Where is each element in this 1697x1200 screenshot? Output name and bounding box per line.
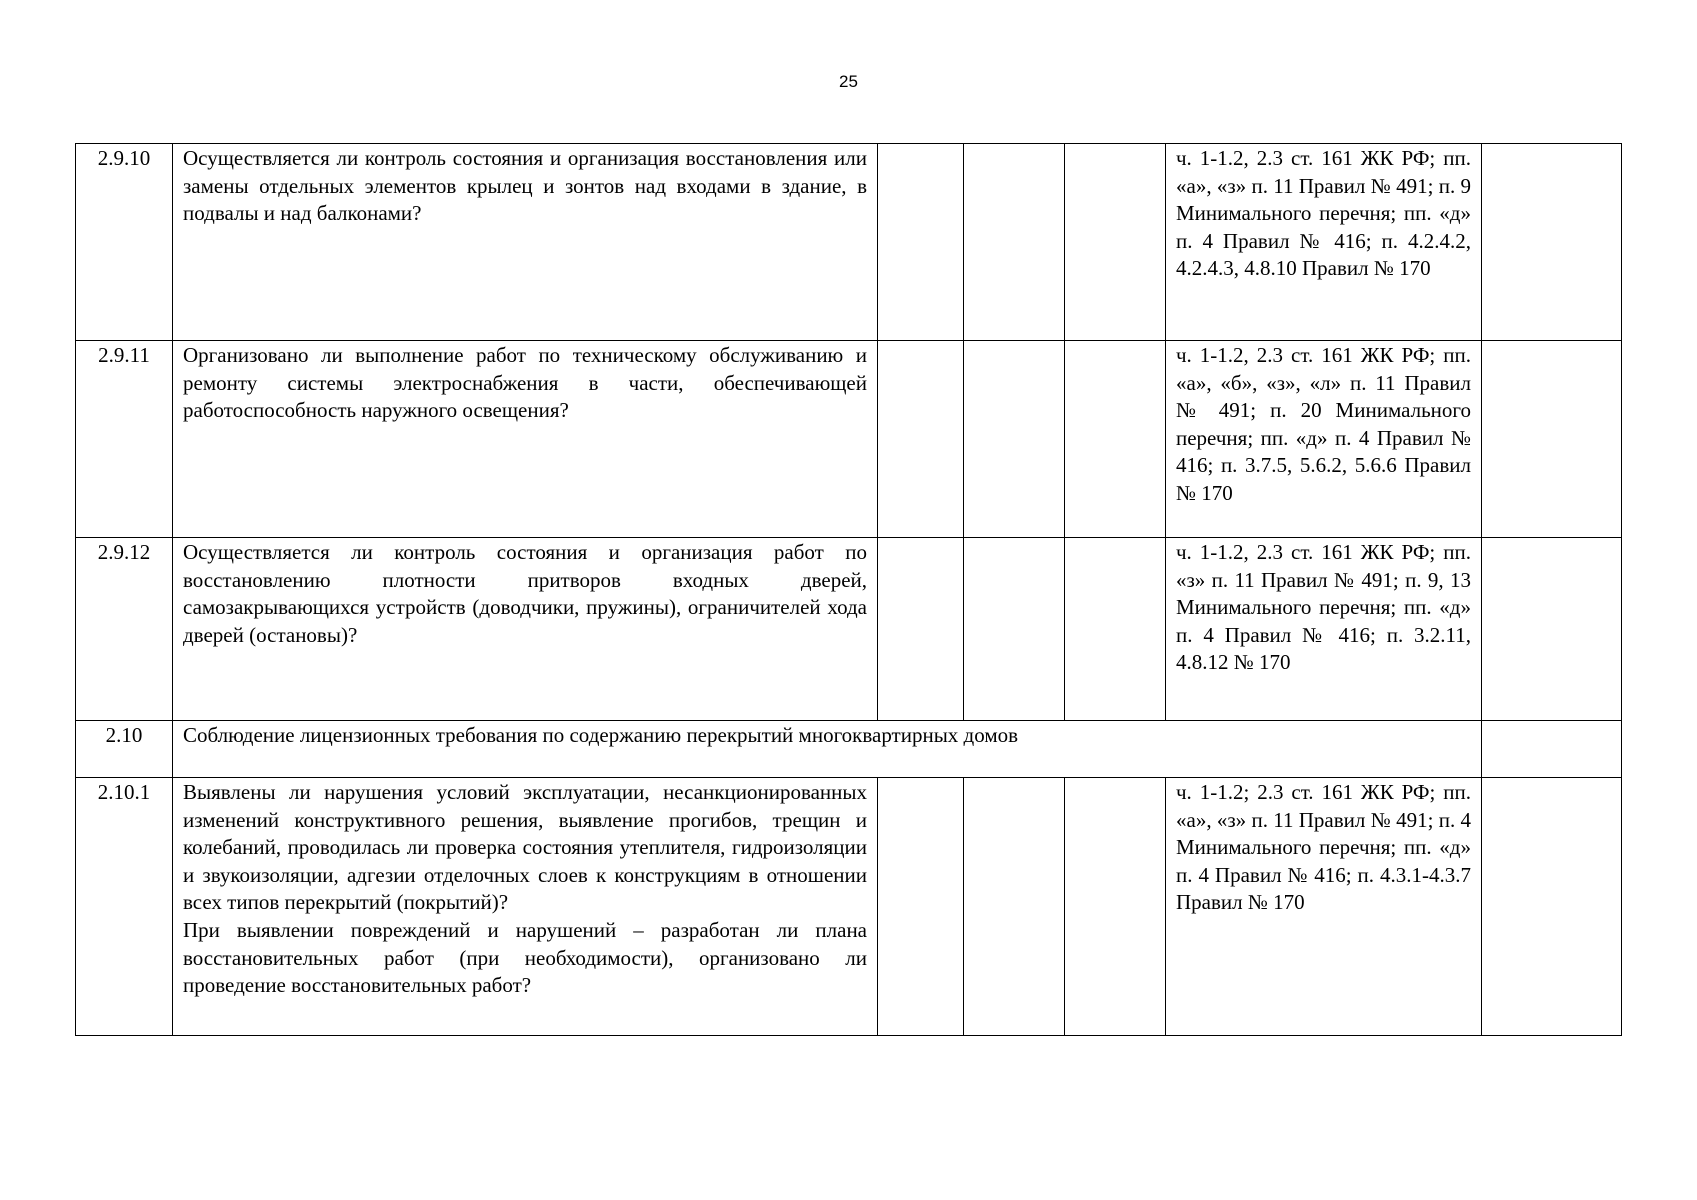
table-row xyxy=(76,778,1622,1036)
answer-cell-na xyxy=(1065,538,1166,721)
answer-cell-yes xyxy=(878,144,964,341)
legal-reference: ч. 1-1.2, 2.3 ст. 161 ЖК РФ; пп. «а», «б», «з», «л» п. 11 Правил № 491; п. 20 Минимального перечня; пп. «д» п. 4 Правил № 416; п. 3.7.5, 5.6.2, 5.6.6 Правил № 170 xyxy=(1166,341,1482,538)
answer-cell-na xyxy=(1065,341,1166,538)
item-number: 2.9.11 xyxy=(76,341,173,538)
notes-cell xyxy=(1482,721,1622,778)
notes-cell xyxy=(1482,538,1622,721)
item-number: 2.9.12 xyxy=(76,538,173,721)
notes-cell xyxy=(1482,778,1622,1036)
answer-cell-na xyxy=(1065,144,1166,341)
table-row xyxy=(76,538,1622,721)
notes-cell xyxy=(1482,341,1622,538)
page-number: 25 xyxy=(839,72,858,91)
item-number: 2.9.10 xyxy=(76,144,173,341)
question-part: При выявлении повреждений и нарушений – разработан ли плана восстановительных работ (при необходимости), организовано ли проведение восстановительных работ? xyxy=(183,917,867,998)
legal-reference: ч. 1-1.2, 2.3 ст. 161 ЖК РФ; пп. «а», «з» п. 11 Правил № 491; п. 9 Минимального перечня; пп. «д» п. 4 Правил № 416; п. 4.2.4.2, 4.2.4.3, 4.8.10 Правил № 170 xyxy=(1166,144,1482,341)
answer-cell-no xyxy=(964,778,1065,1036)
answer-cell-no xyxy=(964,144,1065,341)
section-title: Соблюдение лицензионных требования по содержанию перекрытий многоквартирных домов xyxy=(173,721,1482,778)
answer-cell-yes xyxy=(878,341,964,538)
answer-cell-yes xyxy=(878,538,964,721)
answer-cell-na xyxy=(1065,778,1166,1036)
answer-cell-yes xyxy=(878,778,964,1036)
requirement-question: Организовано ли выполнение работ по техническому обслуживанию и ремонту системы электроснабжения в части, обеспечивающей работоспособность наружного освещения? xyxy=(173,341,878,538)
notes-cell xyxy=(1482,144,1622,341)
table-row xyxy=(76,341,1622,538)
table-row xyxy=(76,144,1622,341)
checklist-table xyxy=(75,143,1622,1036)
requirement-question xyxy=(173,778,878,1036)
section-number: 2.10 xyxy=(76,721,173,778)
requirement-question: Осуществляется ли контроль состояния и организация работ по восстановлению плотности притворов входных дверей, самозакрывающихся устройств (доводчики, пружины), ограничителей хода дверей (остановы)? xyxy=(173,538,878,721)
answer-cell-no xyxy=(964,341,1065,538)
question-part: Выявлены ли нарушения условий эксплуатации, несанкционированных изменений конструктивного решения, выявление прогибов, трещин и колебаний, проводилась ли проверка состояния утеплителя, гидроизоляции и звукоизоляции, адгезии отделочных слоев к конструкциям в отношении всех типов перекрытий (покрытий)? xyxy=(183,780,867,915)
requirement-question: Осуществляется ли контроль состояния и организация восстановления или замены отдельных элементов крылец и зонтов над входами в здание, в подвалы и над балконами? xyxy=(173,144,878,341)
answer-cell-no xyxy=(964,538,1065,721)
section-row xyxy=(76,721,1622,778)
item-number: 2.10.1 xyxy=(76,778,173,1036)
legal-reference: ч. 1-1.2, 2.3 ст. 161 ЖК РФ; пп. «з» п. 11 Правил № 491; п. 9, 13 Минимального перечня; пп. «д» п. 4 Правил № 416; п. 3.2.11, 4.8.12 № 170 xyxy=(1166,538,1482,721)
legal-reference: ч. 1-1.2; 2.3 ст. 161 ЖК РФ; пп. «а», «з» п. 11 Правил № 491; п. 4 Минимального перечня; пп. «д» п. 4 Правил № 416; п. 4.3.1-4.3.7 Правил № 170 xyxy=(1166,778,1482,1036)
